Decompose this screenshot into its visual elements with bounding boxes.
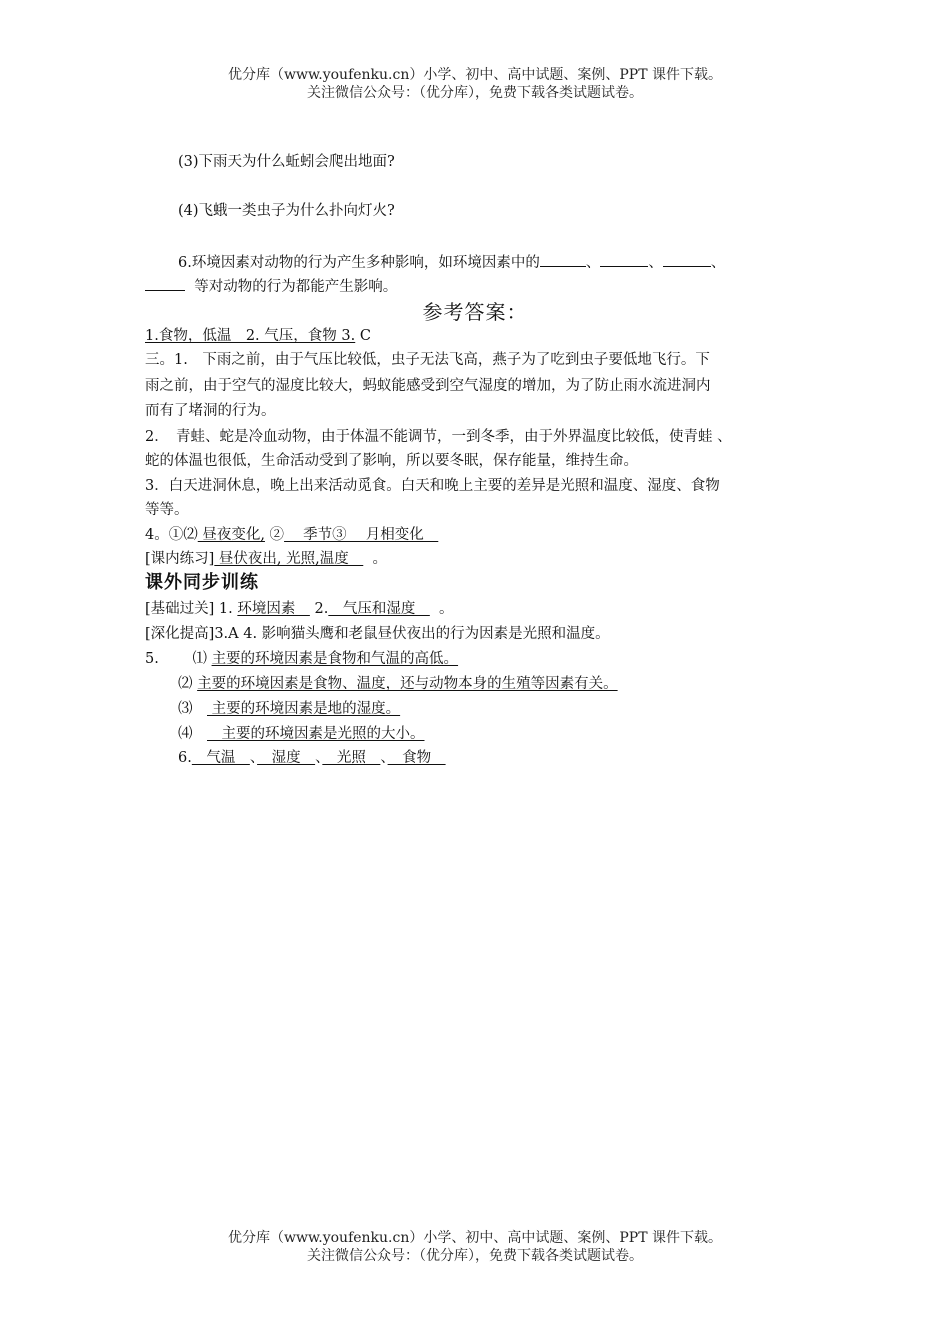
question-6: 6.环境因素对动物的行为产生多种影响，如环境因素中的 、 、 、 [178,252,725,273]
question-4: (4)飞蛾一类虫子为什么扑向灯火? [178,203,395,219]
answer-3-l1: 3．白天进洞休息，晚上出来活动觅食。白天和晚上主要的差异是光照和温度、湿度、食物 [145,478,720,494]
answer-4: 4。①⑵ 昼夜变化, ② 季节③ 月相变化 [145,527,439,543]
answer-blank[interactable] [663,252,711,267]
extra-6: 6. 气温 、 湿度 、 光照 、 食物 [178,750,446,766]
footer-line-2: 关注微信公众号：（优分库），免费下载各类试题试卷。 [307,1248,643,1264]
answer-san-3: 而有了堵洞的行为。 [145,403,276,419]
header-line-2: 关注微信公众号：（优分库），免费下载各类试题试卷。 [307,85,643,101]
answer-blank[interactable] [145,276,185,291]
footer-line-1: 优分库（www.youfenku.cn）小学、初中、高中试题、案例、PPT 课件下载。 [227,1230,722,1246]
answer-san-1: 三。1. 下雨之前，由于气压比较低，虫子无法飞高，燕子为了吃到虫子要低地飞行。下 [145,352,710,368]
extra-5-2: ⑵ 主要的环境因素是食物、温度，还与动物本身的生殖等因素有关。 [178,676,618,692]
ke-nei-lian-xi: [课内练习] 昼伏夜出, 光照,温度 。 [145,551,387,567]
extra-5-4: ⑷ 主要的环境因素是光照的大小。 [178,726,425,742]
answer-2-l2: 蛇的体温也很低，生命活动受到了影响，所以要冬眠，保存能量，维持生命。 [145,453,638,469]
page-footer [0,1229,950,1265]
shen-hua-ti-gao: [深化提高]3.A 4. 影响猫头鹰和老鼠昼伏夜出的行为因素是光照和温度。 [145,626,610,642]
extra-5-3: ⑶ 主要的环境因素是地的湿度。 [178,701,401,717]
header-line-1: 优分库（www.youfenku.cn）小学、初中、高中试题、案例、PPT 课件下载。 [227,67,722,83]
answer-title: 参考答案： [422,300,528,324]
answer-1: 1.食物，低温 2. 气压，食物 3. C [145,328,371,344]
ji-chu-guo-guan: [基础过关] 1. 环境因素 2. 气压和湿度 。 [145,601,454,617]
page-header [0,66,950,102]
answer-blank[interactable] [600,252,648,267]
extra-5-1: 5. ⑴ 主要的环境因素是食物和气温的高低。 [145,651,459,667]
question-3: (3)下雨天为什么蚯蚓会爬出地面? [178,154,395,170]
answer-2-l1: 2． 青蛙、蛇是冷血动物，由于体温不能调节，一到冬季，由于外界温度比较低，使青蛙 、 [145,429,732,445]
question-6-cont: 等对动物的行为都能产生影响。 [145,276,397,297]
answer-san-2: 雨之前，由于空气的湿度比较大，蚂蚁能感受到空气湿度的增加，为了防止雨水流进洞内 [145,378,711,394]
section-title-extra: 课外同步训练 [145,572,259,593]
answer-3-l2: 等等。 [145,502,189,518]
answer-blank[interactable] [540,252,586,267]
